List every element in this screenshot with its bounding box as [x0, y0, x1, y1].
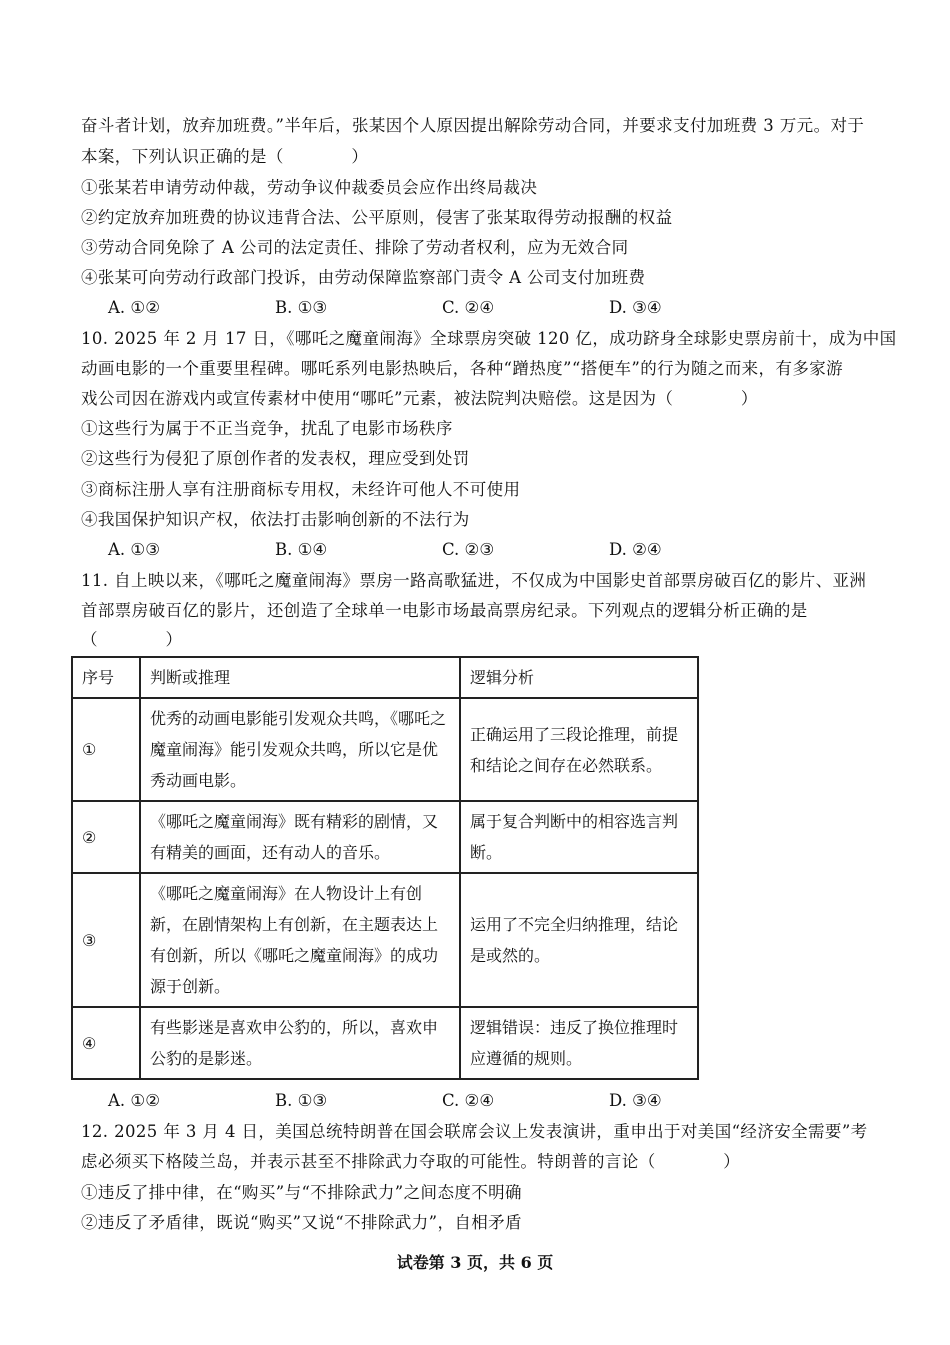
option-c: C. ②④: [442, 1091, 495, 1110]
q11-text-line: 11. 自上映以来，《哪吒之魔童闹海》票房一路高歌猛进，不仅成为中国影史首部票房破百亿的影片、亚洲: [81, 571, 867, 590]
page-footer: 试卷第 3 页，共 6 页: [396, 1253, 554, 1272]
q10-text-line: 动画电影的一个重要里程碑。哪吒系列电影热映后，各种“蹭热度”“搭便车”的行为随之而来，有多家游: [81, 359, 844, 378]
table-header-row: [72, 657, 698, 698]
q10-statement: ④我国保护知识产权，依法打击影响创新的不法行为: [81, 510, 470, 529]
option-a: A. ①②: [108, 298, 160, 317]
option-a: A. ①③: [108, 540, 160, 559]
q9-statement: ②约定放弃加班费的协议违背合法、公平原则，侵害了张某取得劳动报酬的权益: [81, 208, 673, 227]
option-c: C. ②③: [442, 540, 495, 559]
q9-options: [108, 296, 776, 320]
table-cell-number: ③: [72, 873, 140, 1007]
q10-text-line: 戏公司因在游戏内或宣传素材中使用“哪吒”元素，被法院判决赔偿。这是因为（ ）: [81, 389, 758, 408]
table-row: [72, 1007, 698, 1079]
table-cell-number: ①: [72, 698, 140, 801]
q10-statement: ②这些行为侵犯了原创作者的发表权，理应受到处罚: [81, 449, 470, 468]
option-d: D. ③④: [609, 1091, 662, 1110]
option-b: B. ①③: [275, 1091, 328, 1110]
q11-text-line: （ ）: [81, 630, 183, 649]
q10-statement: ①这些行为属于不正当竞争，扰乱了电影市场秩序: [81, 419, 453, 438]
table-cell-judgment: 《哪吒之魔童闹海》既有精彩的剧情，又有精美的画面，还有动人的音乐。: [140, 801, 460, 873]
table-header: 序号: [72, 657, 140, 698]
q9-statement: ④张某可向劳动行政部门投诉，由劳动保障监察部门责令 A 公司支付加班费: [81, 268, 646, 287]
q11-logic-table: [71, 656, 699, 1080]
q11-options: [108, 1089, 776, 1113]
table-row: [72, 801, 698, 873]
q9-statement: ③劳动合同免除了 A 公司的法定责任、排除了劳动者权利，应为无效合同: [81, 238, 629, 257]
table-header: 逻辑分析: [460, 657, 698, 698]
table-cell-analysis: 正确运用了三段论推理，前提和结论之间存在必然联系。: [460, 698, 698, 801]
table-cell-judgment: 《哪吒之魔童闹海》在人物设计上有创新，在剧情架构上有创新，在主题表达上有创新，所以《哪吒之魔童闹海》的成功源于创新。: [140, 873, 460, 1007]
table-cell-judgment: 有些影迷是喜欢申公豹的，所以，喜欢申公豹的是影迷。: [140, 1007, 460, 1079]
q11-text-line: 首部票房破百亿的影片，还创造了全球单一电影市场最高票房纪录。下列观点的逻辑分析正确的是: [81, 601, 808, 620]
q9-statement: ①张某若申请劳动仲裁，劳动争议仲裁委员会应作出终局裁决: [81, 178, 538, 197]
option-a: A. ①②: [108, 1091, 160, 1110]
q12-statement: ①违反了排中律，在“购买”与“不排除武力”之间态度不明确: [81, 1183, 522, 1202]
table-cell-analysis: 运用了不完全归纳推理，结论是或然的。: [460, 873, 698, 1007]
table-cell-analysis: 属于复合判断中的相容选言判断。: [460, 801, 698, 873]
table-header: 判断或推理: [140, 657, 460, 698]
q10-statement: ③商标注册人享有注册商标专用权，未经许可他人不可使用: [81, 480, 521, 499]
option-c: C. ②④: [442, 298, 495, 317]
option-d: D. ②④: [609, 540, 662, 559]
q9-text-line: 本案，下列认识正确的是（ ）: [81, 147, 369, 166]
table-cell-analysis: 逻辑错误：违反了换位推理时应遵循的规则。: [460, 1007, 698, 1079]
table-row: [72, 873, 698, 1007]
q10-text-line: 10. 2025 年 2 月 17 日，《哪吒之魔童闹海》全球票房突破 120 亿，成功跻身全球影史票房前十，成为中国: [81, 329, 897, 348]
table-cell-judgment: 优秀的动画电影能引发观众共鸣，《哪吒之魔童闹海》能引发观众共鸣，所以它是优秀动画电影。: [140, 698, 460, 801]
q9-text-line: 奋斗者计划，放弃加班费。”半年后，张某因个人原因提出解除劳动合同，并要求支付加班费 3 万元。对于: [81, 116, 865, 135]
q12-text-line: 12. 2025 年 3 月 4 日，美国总统特朗普在国会联席会议上发表演讲，重申出于对美国“经济安全需要”考: [81, 1122, 868, 1141]
q12-statement: ②违反了矛盾律，既说“购买”又说“不排除武力”，自相矛盾: [81, 1213, 522, 1232]
option-b: B. ①③: [275, 298, 328, 317]
q12-text-line: 虑必须买下格陵兰岛，并表示甚至不排除武力夺取的可能性。特朗普的言论（ ）: [81, 1152, 741, 1171]
table-cell-number: ②: [72, 801, 140, 873]
table-cell-number: ④: [72, 1007, 140, 1079]
table-row: [72, 698, 698, 801]
option-b: B. ①④: [275, 540, 328, 559]
option-d: D. ③④: [609, 298, 662, 317]
q10-options: [108, 538, 776, 562]
